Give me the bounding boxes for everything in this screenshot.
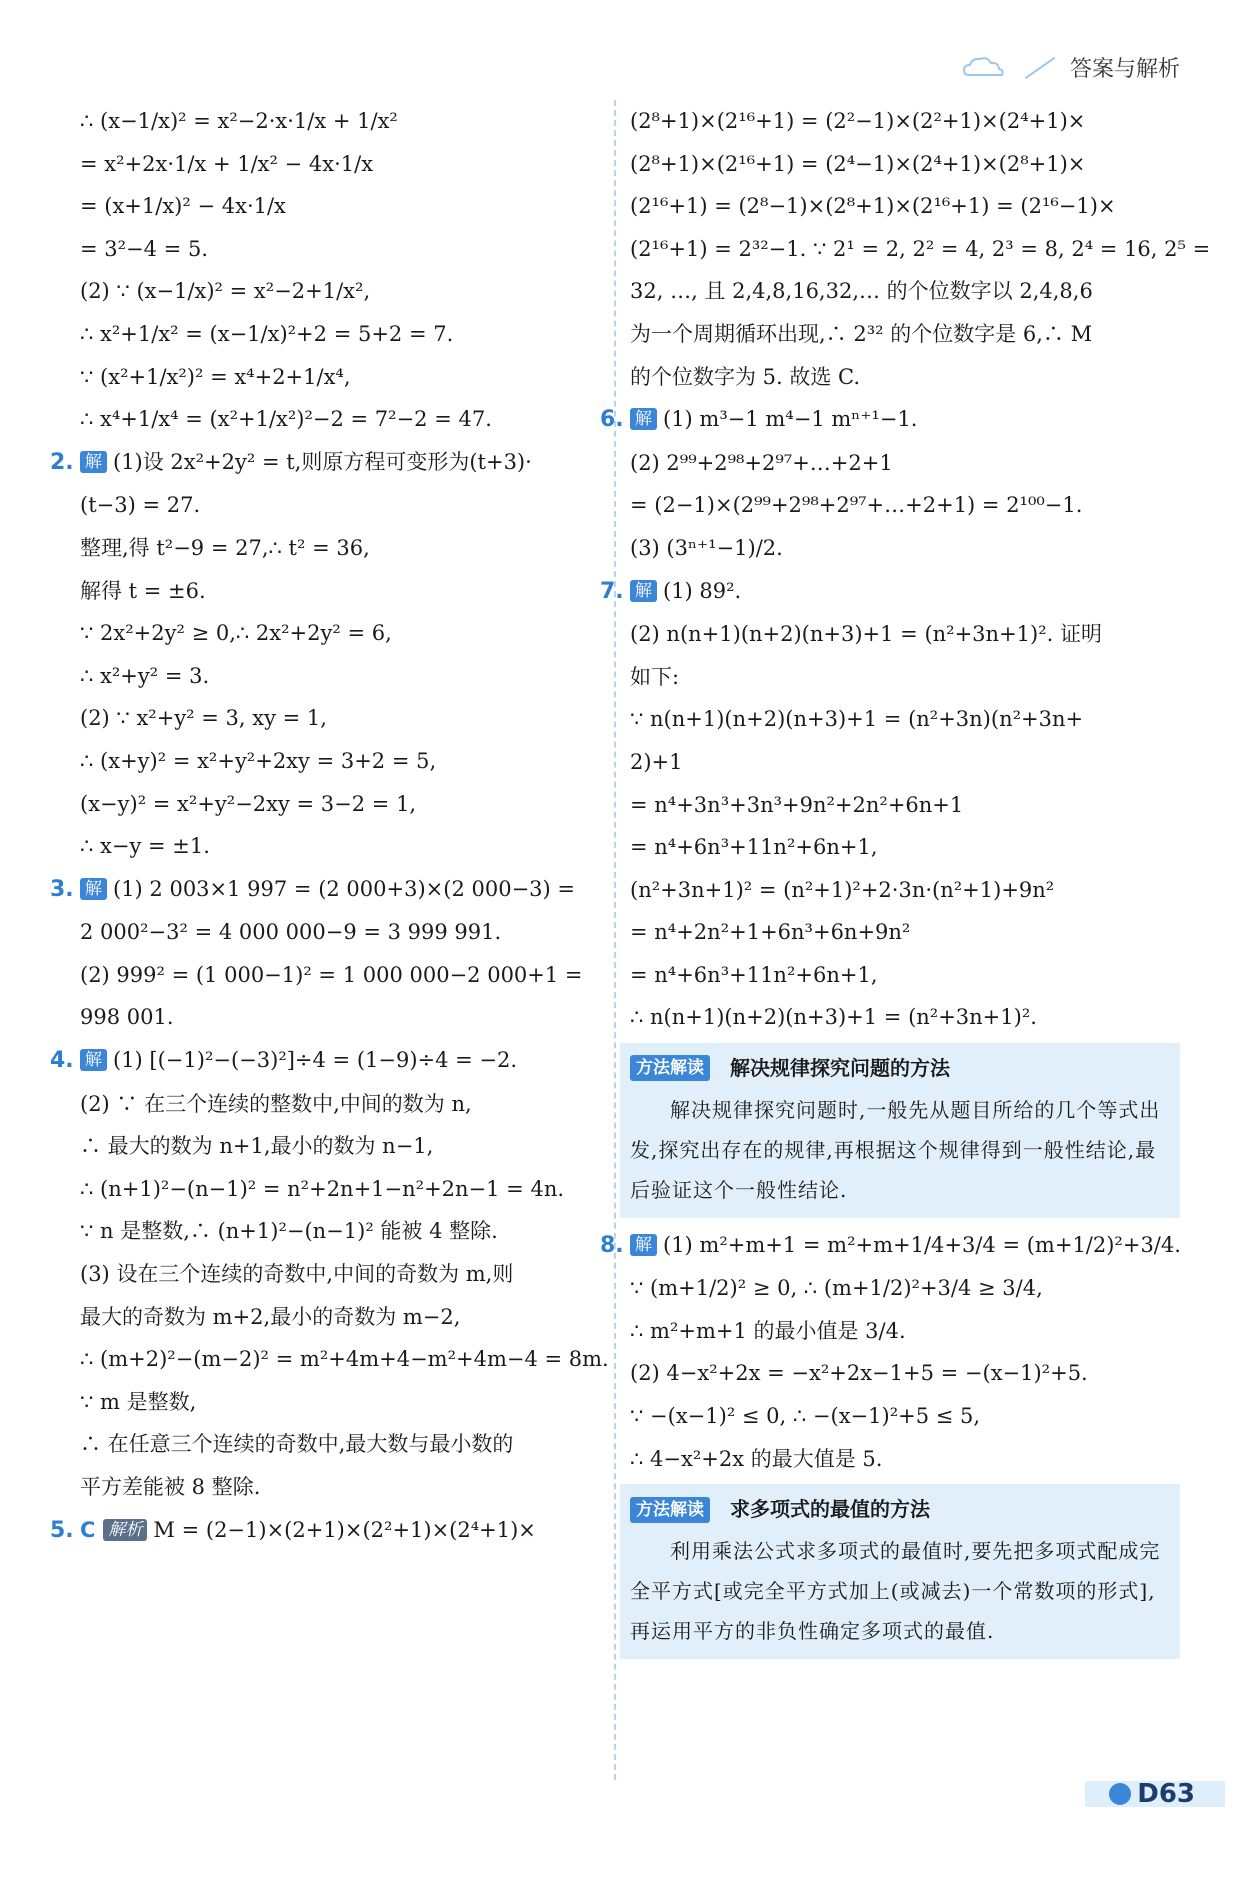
method-box-pattern (620, 1043, 1180, 1218)
item-line: ∴ 在任意三个连续的奇数中,最大数与最小数的 (80, 1432, 514, 1457)
item-line: 2 000²−3² = 4 000 000−9 = 3 999 991. (80, 920, 502, 945)
item-number: 4. (50, 1048, 74, 1074)
item-line: (2) n(n+1)(n+2)(n+3)+1 = (n²+3n+1)². 证明 (630, 622, 1102, 647)
cloud-icon (960, 53, 1010, 83)
item-line: M = (2−1)×(2+1)×(2²+1)×(2⁴+1)× (153, 1517, 536, 1542)
item-line: (2) ∵ 在三个连续的整数中,中间的数为 n, (80, 1091, 472, 1116)
item-number: 3. (50, 876, 74, 902)
item-line: (1) 2 003×1 997 = (2 000+3)×(2 000−3) = (113, 876, 575, 901)
item-number: 7. (600, 578, 624, 604)
item-line: = (2−1)×(2⁹⁹+2⁹⁸+2⁹⁷+…+2+1) = 2¹⁰⁰−1. (630, 493, 1083, 518)
solution-tag: 解 (80, 451, 107, 473)
item-line: (1) 89². (663, 578, 742, 603)
item-line: (t−3) = 27. (80, 493, 201, 518)
intro-line: ∴ (x−1/x)² = x²−2·x·1/x + 1/x² (80, 109, 398, 133)
method-title: 解决规律探究问题的方法 (730, 1056, 950, 1081)
intro-line: ∴ x⁴+1/x⁴ = (x²+1/x²)²−2 = 7²−2 = 47. (80, 407, 492, 432)
method-body: 利用乘法公式求多项式的最值时,要先把多项式配成完全平方式[或完全平方式加上(或减去)一个常数项的形式],再运用平方的非负性确定多项式的最值. (630, 1538, 1161, 1643)
intro-line: ∵ (x²+1/x²)² = x⁴+2+1/x⁴, (80, 364, 351, 389)
continued-block (630, 100, 1211, 398)
method-badge: 方法解读 (630, 1497, 710, 1523)
continued-line: (2⁸+1)×(2¹⁶+1) = (2⁴−1)×(2⁴+1)×(2⁸+1)× (630, 151, 1086, 176)
item-line: = n⁴+3n³+3n³+9n²+2n²+6n+1 (630, 792, 964, 817)
answer-item-6 (600, 398, 1170, 569)
page-header (960, 52, 1180, 83)
answer-item-2 (50, 441, 600, 868)
intro-line: = x²+2x·1/x + 1/x² − 4x·1/x (80, 151, 374, 176)
item-line: ∵ (m+1/2)² ≥ 0, ∴ (m+1/2)²+3/4 ≥ 3/4, (630, 1276, 1043, 1301)
item-line: 平方差能被 8 整除. (80, 1475, 261, 1499)
item-line: (x−y)² = x²+y²−2xy = 3−2 = 1, (80, 791, 417, 816)
continued-line: (2¹⁶+1) = (2⁸−1)×(2⁸+1)×(2¹⁶+1) = (2¹⁶−1)× (630, 194, 1116, 219)
page-number-badge (1109, 1779, 1195, 1809)
item-line: 998 001. (80, 1005, 174, 1030)
item-line: ∴ n(n+1)(n+2)(n+3)+1 = (n²+3n+1)². (630, 1005, 1037, 1030)
item-line: (2) ∵ x²+y² = 3, xy = 1, (80, 706, 327, 731)
continued-line: (2⁸+1)×(2¹⁶+1) = (2²−1)×(2²+1)×(2⁴+1)× (630, 109, 1086, 133)
item-number: 5. (50, 1517, 74, 1543)
solution-tag: 解 (630, 580, 657, 602)
item-line: (3) 设在三个连续的奇数中,中间的奇数为 m,则 (80, 1262, 514, 1287)
item-line: = n⁴+6n³+11n²+6n+1, (630, 962, 878, 987)
item-line: = n⁴+6n³+11n²+6n+1, (630, 835, 878, 860)
item-line: (1) [(−1)²−(−3)²]÷4 = (1−9)÷4 = −2. (113, 1048, 518, 1073)
item-line: ∵ m 是整数, (80, 1389, 197, 1414)
answer-item-5 (50, 1509, 600, 1553)
page-dot-icon (1109, 1783, 1131, 1805)
item-number: 2. (50, 449, 74, 475)
header-title: 答案与解析 (1069, 57, 1180, 82)
answer-item-7 (600, 570, 1170, 1040)
item-line: (2) 999² = (1 000−1)² = 1 000 000−2 000+1 = (80, 962, 583, 987)
item-line: ∴ x−y = ±1. (80, 834, 210, 859)
item-line: 2)+1 (630, 749, 683, 774)
item-line: ∴ m²+m+1 的最小值是 3/4. (630, 1318, 906, 1343)
item-line: ∴ x²+y² = 3. (80, 663, 210, 688)
item-line: ∵ n 是整数,∴ (n+1)²−(n−1)² 能被 4 整除. (80, 1219, 498, 1244)
item-line: ∴ (m+2)²−(m−2)² = m²+4m+4−m²+4m−4 = 8m. (80, 1347, 609, 1372)
continued-line: (2¹⁶+1) = 2³²−1. ∵ 2¹ = 2, 2² = 4, 2³ = 8, 2⁴ = 16, 2⁵ = (630, 236, 1211, 261)
item-line: (1) m²+m+1 = m²+m+1/4+3/4 = (m+1/2)²+3/4. (663, 1232, 1181, 1257)
item-line: 最大的奇数为 m+2,最小的奇数为 m−2, (80, 1304, 461, 1329)
continued-line: 32, …, 且 2,4,8,16,32,… 的个位数字以 2,4,8,6 (630, 279, 1093, 304)
analysis-tag: 解析 (103, 1519, 147, 1541)
item-line: (2) 4−x²+2x = −x²+2x−1+5 = −(x−1)²+5. (630, 1361, 1088, 1386)
answer-choice: C (80, 1517, 96, 1542)
item-line: (2) 2⁹⁹+2⁹⁸+2⁹⁷+…+2+1 (630, 450, 893, 475)
intro-line: (2) ∵ (x−1/x)² = x²−2+1/x², (80, 279, 371, 304)
right-column (600, 100, 1211, 1665)
item-number: 6. (600, 407, 624, 433)
item-line: ∴ 4−x²+2x 的最大值是 5. (630, 1446, 883, 1471)
solution-tag: 解 (630, 1234, 657, 1256)
item-line: 如下: (630, 664, 680, 689)
item-line: ∴ 最大的数为 n+1,最小的数为 n−1, (80, 1134, 434, 1159)
answer-item-8 (600, 1224, 1181, 1481)
left-column (50, 100, 609, 1552)
item-line: (1) m³−1 m⁴−1 mⁿ⁺¹−1. (663, 407, 918, 432)
item-line: (3) (3ⁿ⁺¹−1)/2. (630, 535, 783, 560)
header-divider (1025, 56, 1056, 78)
solution-tag: 解 (80, 878, 107, 900)
item-line: = n⁴+2n²+1+6n³+6n+9n² (630, 920, 911, 945)
answer-item-3 (50, 868, 600, 1039)
item-line: 整理,得 t²−9 = 27,∴ t² = 36, (80, 535, 370, 560)
item-line: ∵ 2x²+2y² ≥ 0,∴ 2x²+2y² = 6, (80, 621, 392, 646)
answer-item-4 (50, 1039, 609, 1509)
method-badge: 方法解读 (630, 1055, 710, 1081)
intro-line: = (x+1/x)² − 4x·1/x (80, 194, 286, 219)
column-divider (614, 100, 616, 1780)
solution-tag: 解 (80, 1049, 107, 1071)
solution-tag: 解 (630, 408, 657, 430)
continued-line: 的个位数字为 5. 故选 C. (630, 364, 861, 389)
item-line: ∴ (n+1)²−(n−1)² = n²+2n+1−n²+2n−1 = 4n. (80, 1176, 565, 1201)
item-line: ∵ −(x−1)² ≤ 0, ∴ −(x−1)²+5 ≤ 5, (630, 1404, 981, 1429)
page-number: D63 (1137, 1779, 1195, 1809)
method-title: 求多项式的最值的方法 (730, 1497, 930, 1522)
intro-line: = 3²−4 = 5. (80, 236, 208, 261)
intro-block (80, 100, 600, 441)
item-line: (n²+3n+1)² = (n²+1)²+2·3n·(n²+1)+9n² (630, 877, 1055, 902)
item-line: ∴ (x+y)² = x²+y²+2xy = 3+2 = 5, (80, 748, 437, 773)
method-box-extremum (620, 1484, 1180, 1659)
item-line: (1)设 2x²+2y² = t,则原方程可变形为(t+3)· (113, 449, 532, 474)
item-line: ∵ n(n+1)(n+2)(n+3)+1 = (n²+3n)(n²+3n+ (630, 707, 1084, 732)
item-number: 8. (600, 1232, 624, 1258)
intro-line: ∴ x²+1/x² = (x−1/x)²+2 = 5+2 = 7. (80, 321, 454, 346)
continued-line: 为一个周期循环出现,∴ 2³² 的个位数字是 6,∴ M (630, 321, 1093, 346)
method-body: 解决规律探究问题时,一般先从题目所给的几个等式出发,探究出存在的规律,再根据这个规律得到一般性结论,最后验证这个一般性结论. (630, 1097, 1161, 1202)
item-line: 解得 t = ±6. (80, 578, 206, 603)
